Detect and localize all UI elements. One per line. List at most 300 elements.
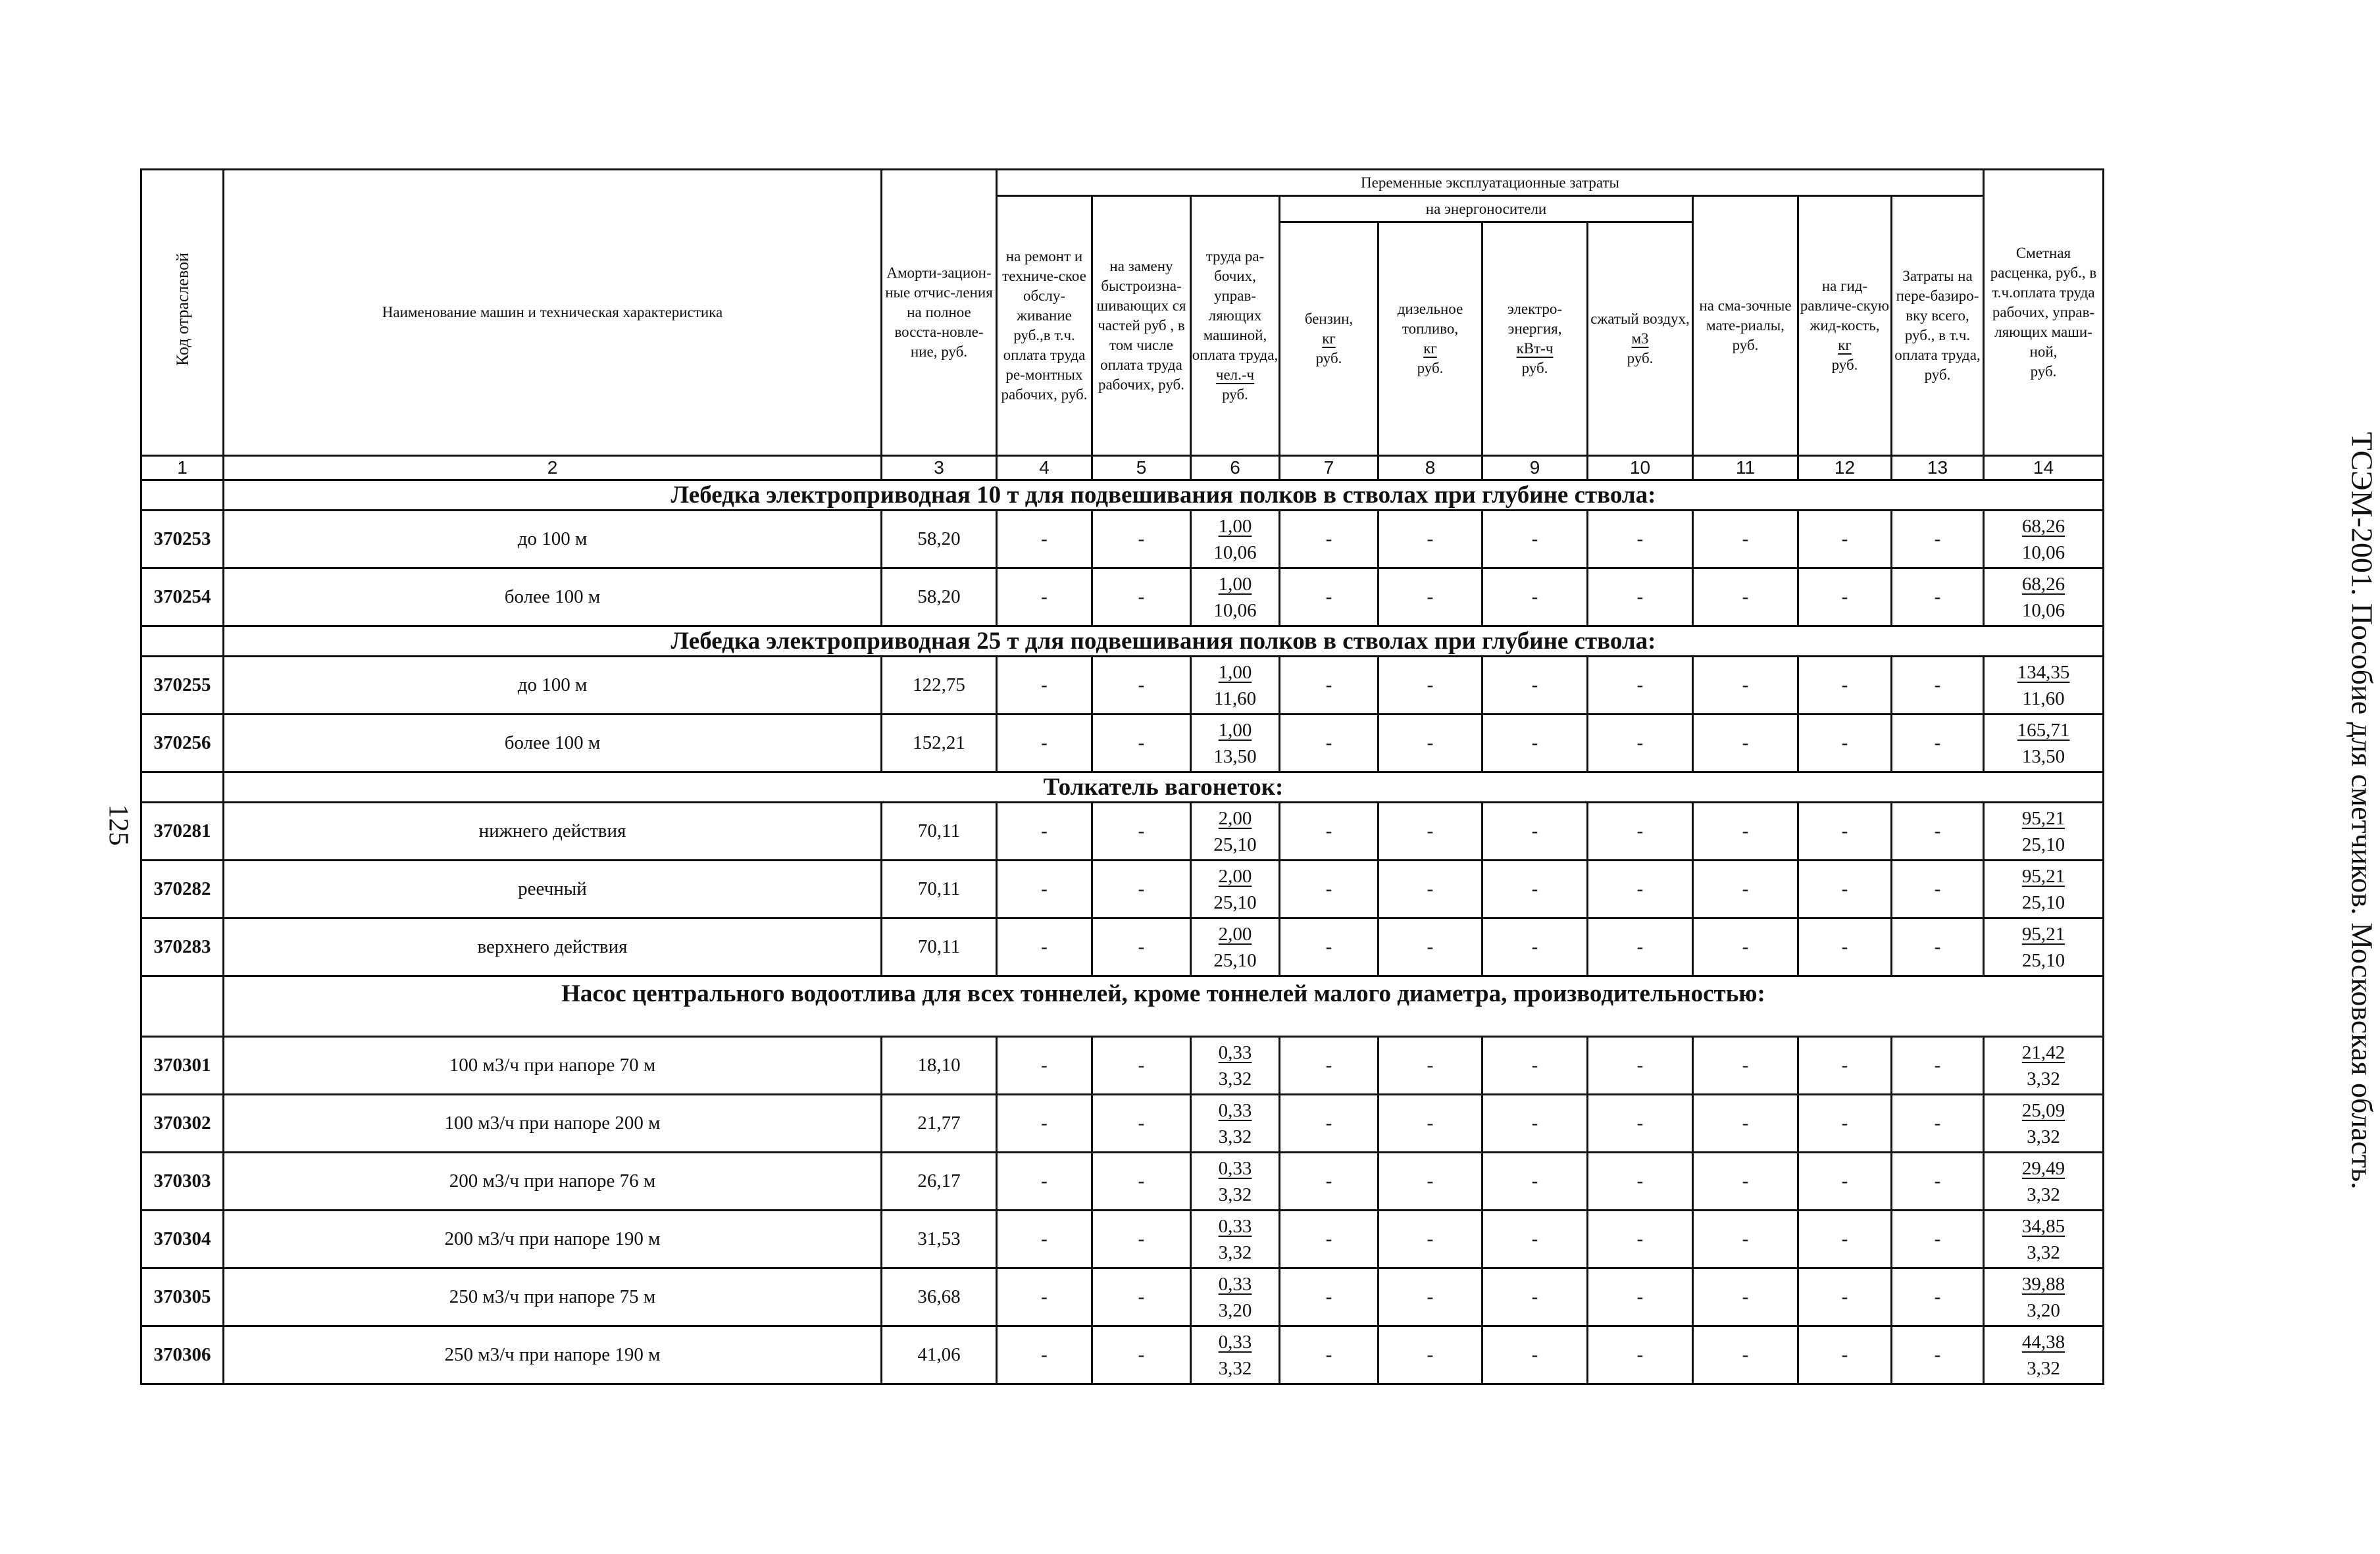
estimate-total: 134,35 (2017, 661, 2070, 683)
machine-code: 370305 (141, 1268, 224, 1326)
replace-value: - (1092, 1326, 1191, 1384)
labor-fraction (1219, 1097, 1252, 1150)
estimate-total: 34,85 (2021, 1215, 2065, 1237)
header-labor-unit: чел.-ч (1215, 366, 1255, 383)
diesel-value: - (1379, 803, 1482, 861)
header-estimate-bottom: руб. (2030, 363, 2057, 380)
labor-labor-part: 3,32 (1218, 1068, 1252, 1090)
lube-value: - (1693, 1326, 1798, 1384)
labor-cell (1191, 511, 1280, 568)
estimate-labor-part: 10,06 (2021, 599, 2065, 621)
estimate-total: 29,49 (2021, 1157, 2065, 1179)
machine-name: 200 м3/ч при напоре 76 м (224, 1153, 882, 1211)
header-hydraulic-unit: кг (1838, 337, 1852, 353)
header-labor (1191, 196, 1280, 456)
labor-cell (1191, 1268, 1280, 1326)
header-estimate (1984, 170, 2104, 456)
header-labor-bottom: руб. (1222, 386, 1248, 403)
column-number: 14 (1984, 456, 2104, 480)
table-row (141, 1095, 2104, 1153)
estimate-cell (1984, 1095, 2104, 1153)
header-replace: на замену быстроизна-шивающих ся частей руб , в том числе оплата труда рабочих, руб. (1092, 196, 1191, 456)
labor-total: 2,00 (1218, 865, 1252, 887)
labor-fraction (1213, 805, 1256, 858)
estimate-fraction (2022, 513, 2065, 566)
diesel-value: - (1379, 568, 1482, 626)
lube-value: - (1693, 714, 1798, 772)
labor-labor-part: 3,32 (1218, 1241, 1252, 1263)
machine-name: 100 м3/ч при напоре 200 м (224, 1095, 882, 1153)
estimate-cell (1984, 1153, 2104, 1211)
labor-fraction (1219, 1329, 1252, 1382)
hydraulic-value: - (1798, 1037, 1892, 1095)
header-code-text: Код отраслевой (172, 253, 192, 366)
replace-value: - (1092, 511, 1191, 568)
air-value: - (1588, 568, 1693, 626)
column-number: 2 (224, 456, 882, 480)
amort-value: 36,68 (882, 1268, 997, 1326)
lube-value: - (1693, 803, 1798, 861)
amort-value: 122,75 (882, 657, 997, 714)
header-electric-top: электро-энергия, (1507, 301, 1562, 337)
petrol-value: - (1280, 714, 1379, 772)
machine-name: до 100 м (224, 657, 882, 714)
estimate-labor-part: 3,32 (2027, 1184, 2060, 1205)
electric-value: - (1482, 1211, 1588, 1268)
hydraulic-value: - (1798, 714, 1892, 772)
table-row (141, 1211, 2104, 1268)
labor-cell (1191, 1037, 1280, 1095)
machine-code: 370303 (141, 1153, 224, 1211)
repair-value: - (997, 1326, 1092, 1384)
group-title: Лебедка электроприводная 10 т для подвешивания полков в стволах при глубине ствола: (224, 480, 2104, 511)
labor-total: 0,33 (1218, 1157, 1252, 1179)
estimate-fraction (2022, 805, 2065, 858)
relocation-value: - (1892, 714, 1984, 772)
labor-total: 2,00 (1218, 807, 1252, 829)
estimate-labor-part: 25,10 (2021, 949, 2065, 971)
header-variable-costs: Переменные эксплуатационные затраты (997, 170, 1984, 196)
hydraulic-value: - (1798, 918, 1892, 976)
group-header-row (141, 480, 2104, 511)
machine-code: 370254 (141, 568, 224, 626)
labor-cell (1191, 1326, 1280, 1384)
labor-labor-part: 25,10 (1213, 891, 1257, 913)
petrol-value: - (1280, 803, 1379, 861)
labor-labor-part: 3,32 (1218, 1357, 1252, 1379)
estimate-labor-part: 3,32 (2027, 1357, 2060, 1379)
group-title: Насос центрального водоотлива для всех тоннелей, кроме тоннелей малого диаметра, производительностью: (224, 976, 2104, 1037)
repair-value: - (997, 1211, 1092, 1268)
air-value: - (1588, 803, 1693, 861)
amort-value: 31,53 (882, 1211, 997, 1268)
air-value: - (1588, 1326, 1693, 1384)
repair-value: - (997, 1095, 1092, 1153)
estimate-labor-part: 13,50 (2021, 745, 2065, 767)
estimate-labor-part: 11,60 (2022, 688, 2065, 709)
estimate-total: 68,26 (2021, 515, 2065, 537)
labor-labor-part: 3,32 (1218, 1184, 1252, 1205)
column-number: 9 (1482, 456, 1588, 480)
repair-value: - (997, 1037, 1092, 1095)
labor-fraction (1219, 1155, 1252, 1208)
estimate-fraction (2022, 1097, 2065, 1150)
estimate-cell (1984, 1326, 2104, 1384)
header-name: Наименование машин и техническая характеристика (224, 170, 882, 456)
estimate-labor-part: 3,32 (2027, 1241, 2060, 1263)
diesel-value: - (1379, 1037, 1482, 1095)
diesel-value: - (1379, 918, 1482, 976)
labor-cell (1191, 1211, 1280, 1268)
estimate-total: 95,21 (2021, 807, 2065, 829)
estimate-cell (1984, 1268, 2104, 1326)
electric-value: - (1482, 1037, 1588, 1095)
estimate-fraction (2022, 1271, 2065, 1324)
relocation-value: - (1892, 1211, 1984, 1268)
replace-value: - (1092, 1268, 1191, 1326)
header-air-unit: м3 (1631, 330, 1649, 347)
estimate-total: 39,88 (2021, 1273, 2065, 1295)
lube-value: - (1693, 657, 1798, 714)
table-row (141, 1153, 2104, 1211)
estimate-cell (1984, 861, 2104, 918)
header-hydraulic-bottom: руб. (1831, 357, 1858, 373)
group-code-cell (141, 480, 224, 511)
estimate-cell (1984, 568, 2104, 626)
replace-value: - (1092, 714, 1191, 772)
estimate-cell (1984, 1037, 2104, 1095)
machine-code: 370306 (141, 1326, 224, 1384)
table-row (141, 803, 2104, 861)
air-value: - (1588, 918, 1693, 976)
column-number-row (141, 456, 2104, 480)
group-code-cell (141, 772, 224, 803)
machine-code: 370283 (141, 918, 224, 976)
lube-value: - (1693, 1037, 1798, 1095)
hydraulic-value: - (1798, 1326, 1892, 1384)
relocation-value: - (1892, 1153, 1984, 1211)
air-value: - (1588, 1268, 1693, 1326)
header-diesel-bottom: руб. (1417, 360, 1444, 376)
estimate-fraction (2022, 921, 2065, 974)
petrol-value: - (1280, 861, 1379, 918)
lube-value: - (1693, 1211, 1798, 1268)
group-title: Толкатель вагонеток: (224, 772, 2104, 803)
electric-value: - (1482, 861, 1588, 918)
petrol-value: - (1280, 918, 1379, 976)
labor-cell (1191, 1095, 1280, 1153)
amort-value: 70,11 (882, 803, 997, 861)
column-number: 7 (1280, 456, 1379, 480)
repair-value: - (997, 803, 1092, 861)
header-amort: Аморти-зацион-ные отчис-ления на полное восста-новле-ние, руб. (882, 170, 997, 456)
estimate-fraction (2017, 659, 2070, 712)
amort-value: 70,11 (882, 918, 997, 976)
replace-value: - (1092, 568, 1191, 626)
table-row (141, 1326, 2104, 1384)
group-header-row (141, 626, 2104, 657)
hydraulic-value: - (1798, 1153, 1892, 1211)
relocation-value: - (1892, 803, 1984, 861)
machine-name: до 100 м (224, 511, 882, 568)
labor-fraction (1213, 863, 1256, 916)
column-number: 12 (1798, 456, 1892, 480)
header-petrol-top: бензин, (1304, 311, 1354, 327)
electric-value: - (1482, 1153, 1588, 1211)
relocation-value: - (1892, 1268, 1984, 1326)
labor-labor-part: 3,32 (1218, 1126, 1252, 1147)
labor-labor-part: 13,50 (1213, 745, 1257, 767)
machine-code: 370301 (141, 1037, 224, 1095)
air-value: - (1588, 1037, 1693, 1095)
labor-total: 0,33 (1218, 1273, 1252, 1295)
relocation-value: - (1892, 511, 1984, 568)
labor-total: 1,00 (1218, 573, 1252, 595)
hydraulic-value: - (1798, 861, 1892, 918)
table-row (141, 657, 2104, 714)
column-number: 6 (1191, 456, 1280, 480)
petrol-value: - (1280, 1037, 1379, 1095)
electric-value: - (1482, 918, 1588, 976)
relocation-value: - (1892, 861, 1984, 918)
machine-code: 370282 (141, 861, 224, 918)
repair-value: - (997, 861, 1092, 918)
labor-labor-part: 11,60 (1213, 688, 1257, 709)
estimate-labor-part: 3,20 (2027, 1299, 2060, 1321)
labor-cell (1191, 918, 1280, 976)
estimate-labor-part: 10,06 (2021, 541, 2065, 563)
petrol-value: - (1280, 1326, 1379, 1384)
estimate-cell (1984, 1211, 2104, 1268)
replace-value: - (1092, 861, 1191, 918)
hydraulic-value: - (1798, 1211, 1892, 1268)
labor-total: 1,00 (1218, 515, 1252, 537)
replace-value: - (1092, 1095, 1191, 1153)
hydraulic-value: - (1798, 657, 1892, 714)
labor-total: 1,00 (1218, 661, 1252, 683)
relocation-value: - (1892, 1095, 1984, 1153)
labor-labor-part: 3,20 (1218, 1299, 1252, 1321)
diesel-value: - (1379, 861, 1482, 918)
header-labor-top: труда ра-бочих, управ-ляющих машиной, оплата труда, (1192, 248, 1279, 363)
column-number: 4 (997, 456, 1092, 480)
repair-value: - (997, 918, 1092, 976)
amort-value: 26,17 (882, 1153, 997, 1211)
petrol-value: - (1280, 568, 1379, 626)
diesel-value: - (1379, 511, 1482, 568)
repair-value: - (997, 1153, 1092, 1211)
labor-fraction (1213, 513, 1256, 566)
header-code (141, 170, 224, 456)
electric-value: - (1482, 714, 1588, 772)
diesel-value: - (1379, 714, 1482, 772)
electric-value: - (1482, 1326, 1588, 1384)
labor-total: 2,00 (1218, 923, 1252, 945)
lube-value: - (1693, 861, 1798, 918)
table-row (141, 1268, 2104, 1326)
estimate-total: 95,21 (2021, 865, 2065, 887)
header-estimate-top: Сметная расценка, руб., в т.ч.оплата труда рабочих, управ-ляющих маши- ной, (1990, 245, 2097, 360)
hydraulic-value: - (1798, 568, 1892, 626)
labor-labor-part: 10,06 (1213, 599, 1257, 621)
replace-value: - (1092, 918, 1191, 976)
machine-cost-table (140, 168, 2104, 1385)
header-hydraulic-top: на гид-равличе-скую жид-кость, (1800, 278, 1890, 334)
lube-value: - (1693, 568, 1798, 626)
column-number: 1 (141, 456, 224, 480)
labor-total: 0,33 (1218, 1331, 1252, 1353)
relocation-value: - (1892, 1037, 1984, 1095)
header-petrol (1280, 222, 1379, 456)
estimate-fraction (2022, 571, 2065, 624)
machine-name: более 100 м (224, 568, 882, 626)
column-number: 3 (882, 456, 997, 480)
labor-fraction (1219, 1213, 1252, 1266)
labor-cell (1191, 861, 1280, 918)
header-diesel-unit: кг (1423, 340, 1437, 357)
labor-cell (1191, 803, 1280, 861)
hydraulic-value: - (1798, 511, 1892, 568)
petrol-value: - (1280, 1153, 1379, 1211)
diesel-value: - (1379, 1095, 1482, 1153)
relocation-value: - (1892, 568, 1984, 626)
amort-value: 152,21 (882, 714, 997, 772)
estimate-fraction (2022, 1040, 2065, 1092)
petrol-value: - (1280, 657, 1379, 714)
header-relocation: Затраты на пере-базиро-вку всего, руб., в т.ч. оплата труда, руб. (1892, 196, 1984, 456)
table-row (141, 568, 2104, 626)
labor-cell (1191, 714, 1280, 772)
repair-value: - (997, 568, 1092, 626)
petrol-value: - (1280, 1268, 1379, 1326)
labor-fraction (1213, 717, 1256, 770)
lube-value: - (1693, 511, 1798, 568)
estimate-fraction (2022, 1329, 2065, 1382)
electric-value: - (1482, 803, 1588, 861)
repair-value: - (997, 511, 1092, 568)
estimate-labor-part: 3,32 (2027, 1068, 2060, 1090)
machine-name: верхнего действия (224, 918, 882, 976)
air-value: - (1588, 1211, 1693, 1268)
lube-value: - (1693, 1153, 1798, 1211)
group-header-row (141, 772, 2104, 803)
estimate-fraction (2022, 1155, 2065, 1208)
group-code-cell (141, 626, 224, 657)
estimate-fraction (2017, 717, 2070, 770)
air-value: - (1588, 1095, 1693, 1153)
machine-code: 370304 (141, 1211, 224, 1268)
diesel-value: - (1379, 657, 1482, 714)
estimate-total: 95,21 (2021, 923, 2065, 945)
table-row (141, 918, 2104, 976)
labor-fraction (1213, 921, 1256, 974)
estimate-labor-part: 25,10 (2021, 891, 2065, 913)
machine-name: 100 м3/ч при напоре 70 м (224, 1037, 882, 1095)
header-air-top: сжатый воздух, (1590, 311, 1690, 327)
header-diesel (1379, 222, 1482, 456)
header-electric-bottom: руб. (1521, 360, 1548, 376)
machine-name: более 100 м (224, 714, 882, 772)
labor-fraction (1213, 571, 1256, 624)
lube-value: - (1693, 1268, 1798, 1326)
replace-value: - (1092, 1211, 1191, 1268)
machine-code: 370302 (141, 1095, 224, 1153)
header-diesel-top: дизельное топливо, (1397, 301, 1463, 337)
estimate-total: 25,09 (2021, 1099, 2065, 1121)
header-energy: на энергоносители (1280, 196, 1693, 222)
header-electric-unit: кВт-ч (1516, 340, 1554, 357)
machine-name: 250 м3/ч при напоре 75 м (224, 1268, 882, 1326)
machine-name: нижнего действия (224, 803, 882, 861)
table-row (141, 861, 2104, 918)
column-number: 5 (1092, 456, 1191, 480)
petrol-value: - (1280, 1211, 1379, 1268)
group-title: Лебедка электроприводная 25 т для подвешивания полков в стволах при глубине ствола: (224, 626, 2104, 657)
header-lube: на сма-зочные мате-риалы, руб. (1693, 196, 1798, 456)
electric-value: - (1482, 511, 1588, 568)
electric-value: - (1482, 1268, 1588, 1326)
header-electric (1482, 222, 1588, 456)
labor-fraction (1219, 1271, 1252, 1324)
air-value: - (1588, 1153, 1693, 1211)
diesel-value: - (1379, 1268, 1482, 1326)
repair-value: - (997, 714, 1092, 772)
labor-labor-part: 25,10 (1213, 834, 1257, 855)
column-number: 11 (1693, 456, 1798, 480)
labor-cell (1191, 657, 1280, 714)
lube-value: - (1693, 1095, 1798, 1153)
header-air-bottom: руб. (1627, 350, 1654, 366)
machine-code: 370281 (141, 803, 224, 861)
header-hydraulic (1798, 196, 1892, 456)
air-value: - (1588, 861, 1693, 918)
header-repair: на ремонт и техниче-ское обслу-живание руб.,в т.ч. оплата труда ре-монтных рабочих, руб. (997, 196, 1092, 456)
air-value: - (1588, 714, 1693, 772)
header-petrol-bottom: руб. (1315, 350, 1342, 366)
group-code-cell (141, 976, 224, 1037)
petrol-value: - (1280, 1095, 1379, 1153)
electric-value: - (1482, 1095, 1588, 1153)
repair-value: - (997, 657, 1092, 714)
hydraulic-value: - (1798, 1268, 1892, 1326)
estimate-cell (1984, 657, 2104, 714)
machine-name: 200 м3/ч при напоре 190 м (224, 1211, 882, 1268)
hydraulic-value: - (1798, 1095, 1892, 1153)
labor-total: 0,33 (1218, 1215, 1252, 1237)
estimate-labor-part: 25,10 (2021, 834, 2065, 855)
column-number: 13 (1892, 456, 1984, 480)
column-number: 10 (1588, 456, 1693, 480)
amort-value: 18,10 (882, 1037, 997, 1095)
estimate-cell (1984, 803, 2104, 861)
group-header-row (141, 976, 2104, 1037)
machine-code: 370256 (141, 714, 224, 772)
estimate-fraction (2022, 1213, 2065, 1266)
air-value: - (1588, 657, 1693, 714)
amort-value: 58,20 (882, 511, 997, 568)
estimate-total: 68,26 (2021, 573, 2065, 595)
repair-value: - (997, 1268, 1092, 1326)
diesel-value: - (1379, 1326, 1482, 1384)
labor-cell (1191, 568, 1280, 626)
machine-name: 250 м3/ч при напоре 190 м (224, 1326, 882, 1384)
lube-value: - (1693, 918, 1798, 976)
labor-fraction (1219, 1040, 1252, 1092)
page-number: 125 (103, 804, 134, 846)
petrol-value: - (1280, 511, 1379, 568)
labor-total: 0,33 (1218, 1041, 1252, 1063)
column-number: 8 (1379, 456, 1482, 480)
